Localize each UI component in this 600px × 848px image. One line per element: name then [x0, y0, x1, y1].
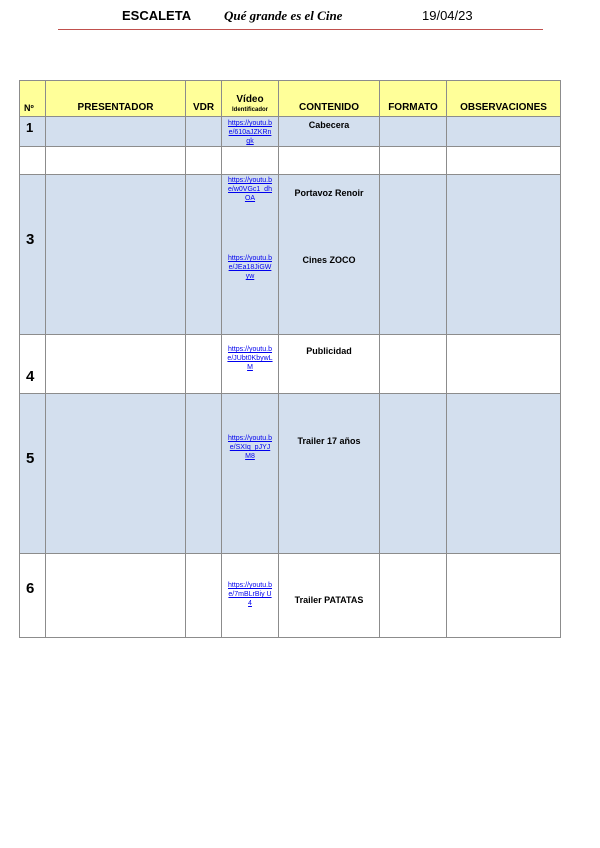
rundown-table — [19, 80, 561, 638]
column-header-video-sub: Identificador — [231, 107, 268, 113]
content-cell — [279, 394, 380, 554]
vdr-cell[interactable] — [186, 335, 222, 394]
row-number — [20, 147, 46, 175]
table-row — [20, 335, 561, 394]
video-link[interactable]: https://youtu.be/7mBLrBiy U4 — [228, 582, 272, 607]
video-link[interactable]: https://youtu.be/SXIq_pJYJM8 — [228, 435, 272, 460]
row-number: 1 — [20, 117, 46, 147]
table-row — [20, 147, 561, 175]
video-link[interactable]: https://youtu.be/JEa18JiGWyw — [228, 255, 272, 280]
content-text: Cines ZOCO — [302, 255, 356, 265]
content-cell — [279, 335, 380, 394]
column-header-format: FORMATO — [380, 81, 447, 117]
content-text: Portavoz Renoir — [294, 188, 364, 198]
row-number: 3 — [20, 175, 46, 335]
video-cell — [222, 175, 279, 335]
table-row — [20, 175, 561, 335]
vdr-cell[interactable] — [186, 394, 222, 554]
column-header-vdr: VDR — [186, 81, 222, 117]
video-link[interactable]: https://youtu.be/JUbt0KbywLM — [227, 346, 273, 371]
presenter-cell[interactable] — [46, 335, 186, 394]
presenter-cell[interactable] — [46, 147, 186, 175]
format-cell[interactable] — [380, 117, 447, 147]
document-date: 19/04/23 — [422, 8, 473, 23]
content-text: Trailer 17 años — [297, 436, 361, 446]
column-header-notes: OBSERVACIONES — [447, 81, 561, 117]
table-row — [20, 554, 561, 638]
document-label: ESCALETA — [122, 8, 192, 23]
content-text: Publicidad — [306, 346, 352, 356]
presenter-cell[interactable] — [46, 175, 186, 335]
content-text: Cabecera — [308, 120, 350, 130]
video-link[interactable]: https://youtu.be/610aJZKRngk — [228, 120, 272, 145]
video-link[interactable]: https://youtu.be/w0VGc1_dhOA — [228, 177, 272, 202]
notes-cell[interactable] — [447, 175, 561, 335]
column-header-num: Nº — [20, 81, 46, 117]
column-header-video — [222, 81, 279, 117]
format-cell[interactable] — [380, 175, 447, 335]
format-cell[interactable] — [380, 335, 447, 394]
video-cell — [222, 554, 279, 638]
format-cell[interactable] — [380, 147, 447, 175]
notes-cell[interactable] — [447, 117, 561, 147]
vdr-cell[interactable] — [186, 554, 222, 638]
content-text: Trailer PATATAS — [294, 595, 364, 605]
column-header-content: CONTENIDO — [279, 81, 380, 117]
table-row — [20, 394, 561, 554]
vdr-cell[interactable] — [186, 147, 222, 175]
video-cell — [222, 394, 279, 554]
program-title: Qué grande es el Cine — [224, 8, 343, 23]
row-number: 5 — [20, 394, 46, 554]
presenter-cell[interactable] — [46, 394, 186, 554]
content-cell[interactable] — [279, 147, 380, 175]
row-number: 6 — [20, 554, 46, 638]
column-header-video-label: Vídeo — [236, 94, 264, 105]
video-cell — [222, 335, 279, 394]
format-cell[interactable] — [380, 394, 447, 554]
presenter-cell[interactable] — [46, 117, 186, 147]
table-row — [20, 117, 561, 147]
vdr-cell[interactable] — [186, 175, 222, 335]
video-cell[interactable] — [222, 147, 279, 175]
notes-cell[interactable] — [447, 335, 561, 394]
content-cell — [279, 175, 380, 335]
video-cell — [222, 117, 279, 147]
notes-cell[interactable] — [447, 147, 561, 175]
notes-cell[interactable] — [447, 554, 561, 638]
content-cell — [279, 117, 380, 147]
column-header-presenter: PRESENTADOR — [46, 81, 186, 117]
table-header-row — [20, 81, 561, 117]
vdr-cell[interactable] — [186, 117, 222, 147]
format-cell[interactable] — [380, 554, 447, 638]
row-number: 4 — [20, 335, 46, 394]
header-divider — [58, 29, 543, 30]
document-header — [0, 8, 600, 28]
content-cell — [279, 554, 380, 638]
notes-cell[interactable] — [447, 394, 561, 554]
presenter-cell[interactable] — [46, 554, 186, 638]
